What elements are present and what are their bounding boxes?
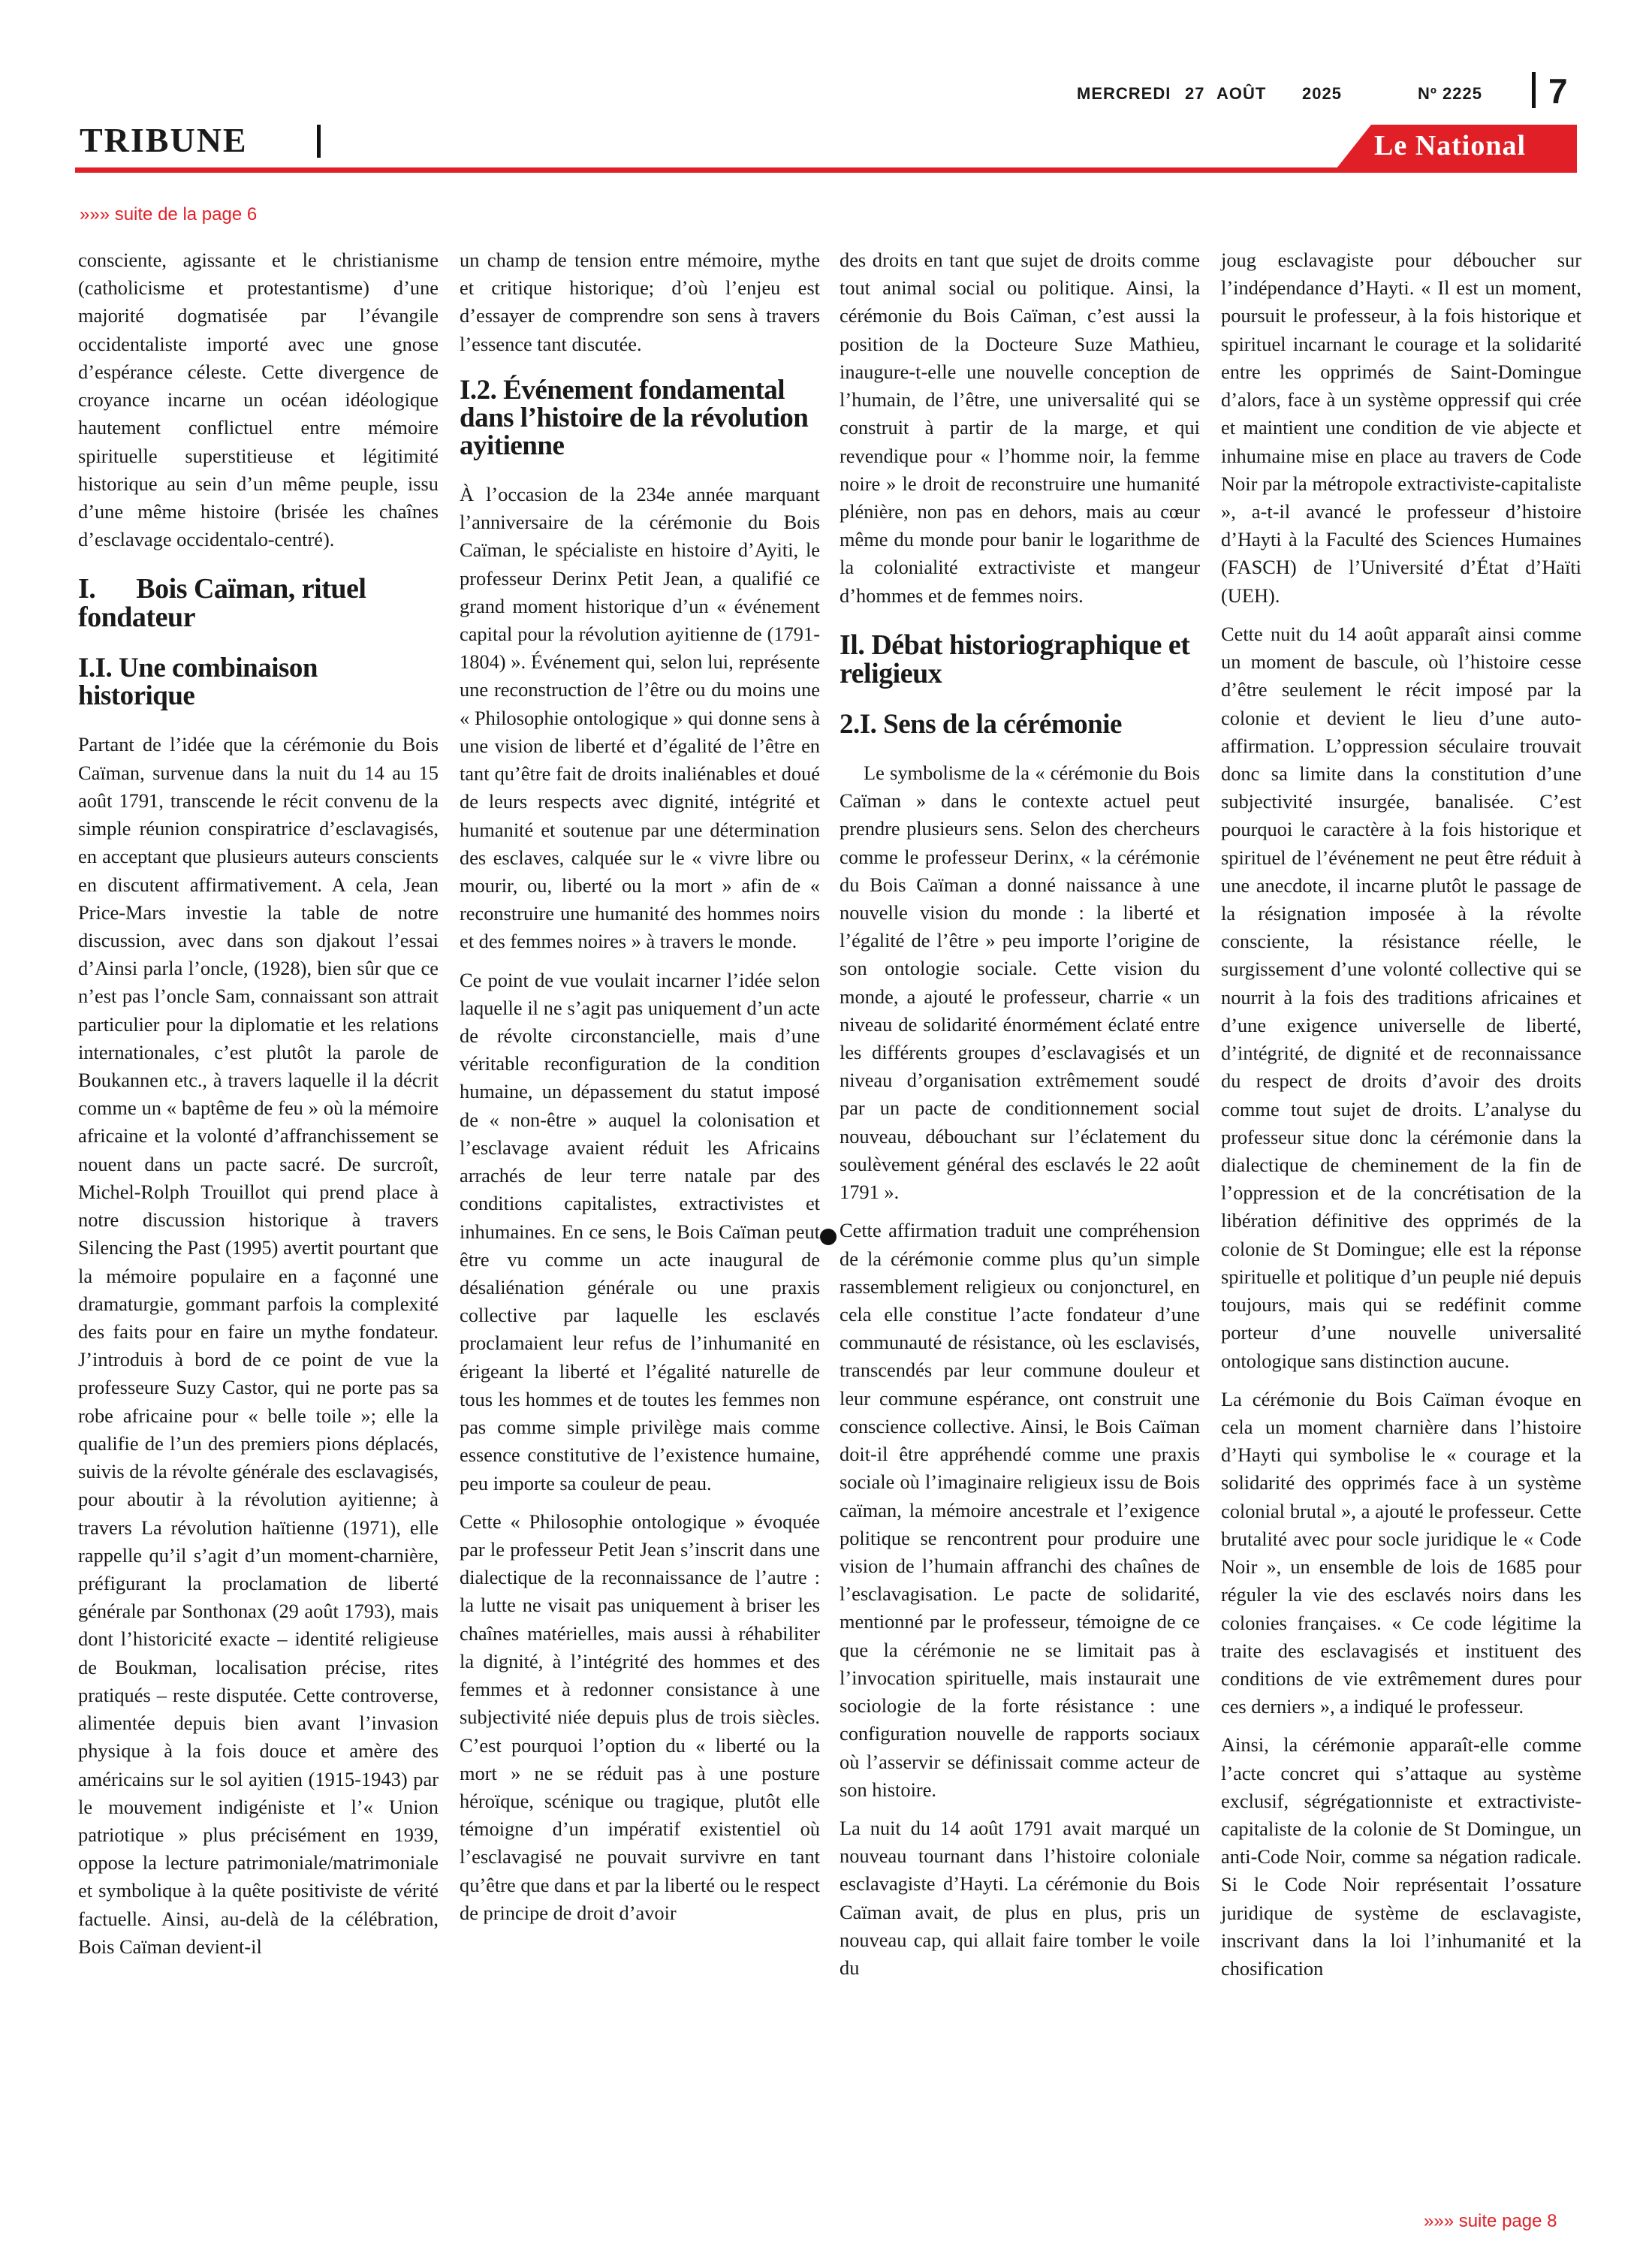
paragraph: Le symbolisme de la « cérémonie du Bois Caïman » dans le contexte actuel peut prendre plusieurs sens. Selon des chercheurs comme le professeur Derinx, « la cérémonie du Bois Caïman a donné naissance à une nouvelle vision du monde : la liberté et l’égalité de l’être » peu importe l’origine de son ontologie sociale. Cette vision du monde, a ajouté le professeur, charrie « un niveau de solidarité énormément éclaté entre les différents groupes d’esclavagisés et un niveau d’organisation extrêmement soudé par un pacte de conditionnement social nouveau, débouchant sur l’éclatement du soulèvement général des esclavés le 22 août 1791 ». xyxy=(840,761,1200,1204)
subheading: I.2. Événement fondamental dans l’histoire de la révolution ayitienne xyxy=(460,374,809,461)
paragraph: joug esclavagiste pour déboucher sur l’indépendance d’Hayti. « Il est un moment, poursuit le professeur, à la fois historique et spirituel incarnant le courage et la solidarité entre les opprimés de Saint-Domingue d’alors, face à un système oppressif qui crée et maintient une condition de vie abjecte et inhumaine mise en place au travers de Code Noir par la métropole extractiviste-capitaliste », a-t-il avancé le professeur d’histoire d’Hayti à la Faculté des Sciences Humaines (FASCH) de l’Université d’État d’Haïti (UEH). xyxy=(1221,249,1581,607)
paragraph: consciente, agissante et le christianisme (catholicisme et protestantisme) d’une majorité dogmatisée par l’évangile occidentaliste importé avec une gnose d’espérance céleste. Cette divergence de croyance incarne un océan idéologique hautement conflictuel entre mémoire spirituelle superstitieuse et légitimité historique au sein d’un même peuple, issu d’une même histoire (brisée les chaînes d’esclavage occidentalo-centré). xyxy=(78,249,439,551)
section-title: TRIBUNE xyxy=(80,121,248,159)
subheading: I.I. Une combinaison historique xyxy=(78,653,318,712)
header-day: MERCREDI xyxy=(1077,84,1171,103)
column-3 xyxy=(840,246,1200,1992)
paragraph: Cette affirmation traduit une compréhension de la cérémonie comme plus qu’un simple rassemblement religieux ou conjoncturel, en cela elle constitue l’acte fondateur d’une communauté de résistance, où les esclavisés, transcendés par leur commune douleur et leur commune espérance, ont construit une conscience collective. Ainsi, le Bois Caïman doit-il être appréhendé comme une praxis sociale où l’imaginaire religieux issu de Bois caïman, la mémoire ancestrale et l’exigence politique se rencontrent pour produire une vision de l’humain affranchi des chaînes de l’esclavagisation. Le pacte de solidarité, mentionné par le professeur, témoigne de ce que la cérémonie ne se limitait pas à l’invocation spirituelle, mais instaurait une sociologie de la forte résistance : une configuration nouvelle de rapports sociaux où l’asservir se définissait comme acteur de son histoire. xyxy=(840,1219,1200,1801)
paragraph: La cérémonie du Bois Caïman évoque en cela un moment charnière dans l’histoire d’Hayti qui symbolise le « courage et la solidarité des opprimés face à un système colonial brutal », a ajouté le professeur. Cette brutalité avec pour socle juridique le « Code Noir », un ensemble de lois de 1685 pour réguler la vie des esclavés noirs dans les colonies françaises. « Ce code légitime la traite des esclavagisés et instituent des conditions de vie extrêmement dures pour ces derniers », a indiqué le professeur. xyxy=(1221,1387,1581,1718)
column-bullet xyxy=(820,1229,837,1245)
paragraph: Ainsi, la cérémonie apparaît-elle comme l’acte concret qui s’attaque au système exclusif, ségrégationniste et extractiviste-capitaliste de la colonie de St Domingue, un anti-Code Noir, comme sa négation radicale. Si le Code Noir représentait l’ossature juridique de système de esclavagiste, inscrivant dans la loi l’inhumanité et la chosification xyxy=(1221,1733,1581,1980)
header-divider xyxy=(1532,72,1536,108)
header-date: 27 xyxy=(1185,84,1205,103)
header-year: 2025 xyxy=(1302,84,1342,103)
subheading: 2.I. Sens de la cérémonie xyxy=(840,708,1122,740)
issue-number: Nº 2225 xyxy=(1418,84,1482,103)
continued-from: »»» suite de la page 6 xyxy=(80,204,258,225)
column-2 xyxy=(460,246,820,1938)
paragraph: un champ de tension entre mémoire, mythe et critique historique; d’où l’enjeu est d’essayer de comprendre son sens à travers l’essence tant discutée. xyxy=(460,249,820,355)
paragraph: La nuit du 14 août 1791 avait marqué un nouveau tournant dans l’histoire coloniale esclavagiste d’Hayti. La cérémonie du Bois Caïman avait, de plus en plus, pris un nouveau cap, qui allait faire tomber le voile du xyxy=(840,1816,1200,1980)
page-number: 7 xyxy=(1548,71,1568,110)
paragraph: Ce point de vue voulait incarner l’idée selon laquelle il ne s’agit pas uniquement d’un acte de révolte circonstancielle, mais d’une véritable reconfiguration de la condition humaine, un dépassement du statut imposé de « non-être » auquel la colonisation et l’esclavage avaient réduit les Africains arrachés de leur terre natale par des conditions capitalistes, extractivistes et inhumaines. En ce sens, le Bois Caïman peut être vu comme un acte inaugural de désaliénation générale ou une praxis collective par laquelle les esclavés proclamaient leur refus de l’inhumanité en érigeant la liberté et l’égalité naturelle de tous les hommes et de toutes les femmes non pas comme simple privilège mais comme essence constitutive de l’existence humaine, peu importe sa couleur de peau. xyxy=(460,968,820,1494)
paragraph: Cette nuit du 14 août apparaît ainsi comme un moment de bascule, où l’histoire cesse d’être seulement le récit imposé par la colonie et devient le lieu d’une auto-affirmation. L’oppression séculaire trouvait donc sa limite dans la constitution d’une subjectivité insurgée, banalisée. C’est pourquoi le caractère à la fois historique et spirituel de l’événement ne peut être réduit à une anecdote, il incarne plutôt le passage de la résignation imposée à la révolte consciente, la résistance réelle, le surgissement d’une volonté collective qui se nourrit à la fois des traditions africaines et d’une exigence universelle de liberté, d’intégrité, de dignité et de reconnaissance du respect de droits d’avoir des droits comme tout sujet de droits. L’analyse du professeur situe donc la cérémonie dans la dialectique de cheminement de la fin de l’oppression et de la concrétisation de la libération définitive des opprimés de la colonie de St Domingue; elle est la réponse spirituelle et politique d’un peuple nié depuis toujours, mais qui se redéfinit comme porteur d’une nouvelle universalité ontologique sans distinction aucune. xyxy=(1221,622,1581,1372)
header-month: AOÛT xyxy=(1216,84,1267,103)
continued-to: »»» suite page 8 xyxy=(1424,2211,1557,2231)
section-divider xyxy=(317,125,321,158)
paragraph: À l’occasion de la 234e année marquant l’anniversaire de la cérémonie du Bois Caïman, le spécialiste en histoire d’Ayiti, le professeur Derinx Petit Jean, a qualifié ce grand moment historique d’un « événement capital pour la révolution ayitienne de (1791-1804) ». Événement qui, selon lui, représente une reconstruction de l’être ou du moins une « Philosophie ontologique » qui donne sens à une vision de liberté et d’égalité de l’être en tant qu’être fait de droits inaliénables et doué de leurs respects avec dignité, intégrité et humanité et soutenue par une détermination des esclaves, calquée sur le « vivre libre ou mourir, ou, liberté ou la mort » afin de « reconstruire une humanité des hommes noirs et des femmes noires » à travers le monde. xyxy=(460,482,820,953)
column-4 xyxy=(1221,246,1581,1993)
heading: Il. Débat historiographique et religieux xyxy=(840,629,1190,689)
paragraph: Cette « Philosophie ontologique » évoquée par le professeur Petit Jean s’inscrit dans une dialectique de la reconnaissance de l’autre : la lutte ne visait pas uniquement à briser les chaînes matérielles, mais aussi à réhabiliter la dignité, à l’intégrité des hommes et des femmes et à redonner consistance à une subjectivité niée depuis plus de trois siècles. C’est pourquoi l’option du « liberté ou la mort » ne se réduit pas à une posture héroïque, scénique ou tragique, plutôt elle témoigne d’un impératif existentiel où l’esclavagisé ne pouvait survivre en tant qu’être que dans et par la liberté ou le respect de principe de droit d’avoir xyxy=(460,1510,820,1924)
column-1 xyxy=(78,246,439,1971)
paragraph: Partant de l’idée que la cérémonie du Bois Caïman, survenue dans la nuit du 14 au 15 août 1791, transcende le récit convenu de la simple réunion conspiratrice d’esclavagisés, en acceptant que plusieurs auteurs conscients en discutent affirmativement. A cela, Jean Price-Mars investie la table de notre discussion, avec dans son djakout l’essai d’Ainsi parla l’oncle, (1928), bien sûr que ce n’est pas l’oncle Sam, connaissant son attrait particulier pour la diplomatie et les relations internationales, c’est plutôt la parole de Boukannen etc., à travers laquelle il la décrit comme un « baptême de feu » où la mémoire africaine et la volonté d’affranchissement se nouent dans un pacte sacré. De surcroît, Michel-Rolph Trouillot qui prend place à notre discussion historique à travers Silencing the Past (1995) avertit pourtant que la mémoire populaire en a façonné une dramaturgie, gommant parfois la complexité des faits pour en faire un mythe fondateur. J’introduis à bord de ce point de vue la professeure Suzy Castor, qui ne porte pas sa robe africaine pour « belle toile »; elle la qualifie de l’un des premiers pions déplacés, suivis de la révolte générale des esclavagisés, pour aboutir à la révolution ayitienne; à travers La révolution haïtienne (1971), elle rappelle qu’il s’agit d’un moment-charnière, préfigurant la proclamation de liberté générale par Sonthonax (29 août 1793), mais dont l’historicité exacte – identité religieuse de Boukman, localisation précise, rites pratiqués – reste disputée. Cette controverse, alimentée depuis bien avant l’invasion physique à la fois douce et amère des américains sur le sol ayitien (1915-1943) par le mouvement indigéniste et l’« Union patriotique » plus précisément en 1939, oppose la lecture patrimoniale/matrimoniale et symbolique à la quête positiviste de vérité factuelle. Ainsi, au-delà de la célébration, Bois Caïman devient-il xyxy=(78,733,439,1958)
header-rule xyxy=(75,167,1577,173)
paragraph: des droits en tant que sujet de droits comme tout animal social ou politique. Ainsi, la cérémonie du Bois Caïman, c’est aussi la position de la Docteure Suze Mathieu, inaugure-t-elle une nouvelle conception de l’humain, de l’être, une universalité qui se construit à partir de la marge, et qui revendique pour « l’homme noir, la femme noire » le droit de reconstruire une humanité plénière, non pas en dehors, mais au cœur même du monde pour banir le logarithme de la colonialité extractiviste et mangeur d’hommes et de femmes noirs. xyxy=(840,249,1200,607)
heading: I. Bois Caïman, rituel fondateur xyxy=(78,573,373,634)
brand-name: Le National xyxy=(1374,130,1527,161)
